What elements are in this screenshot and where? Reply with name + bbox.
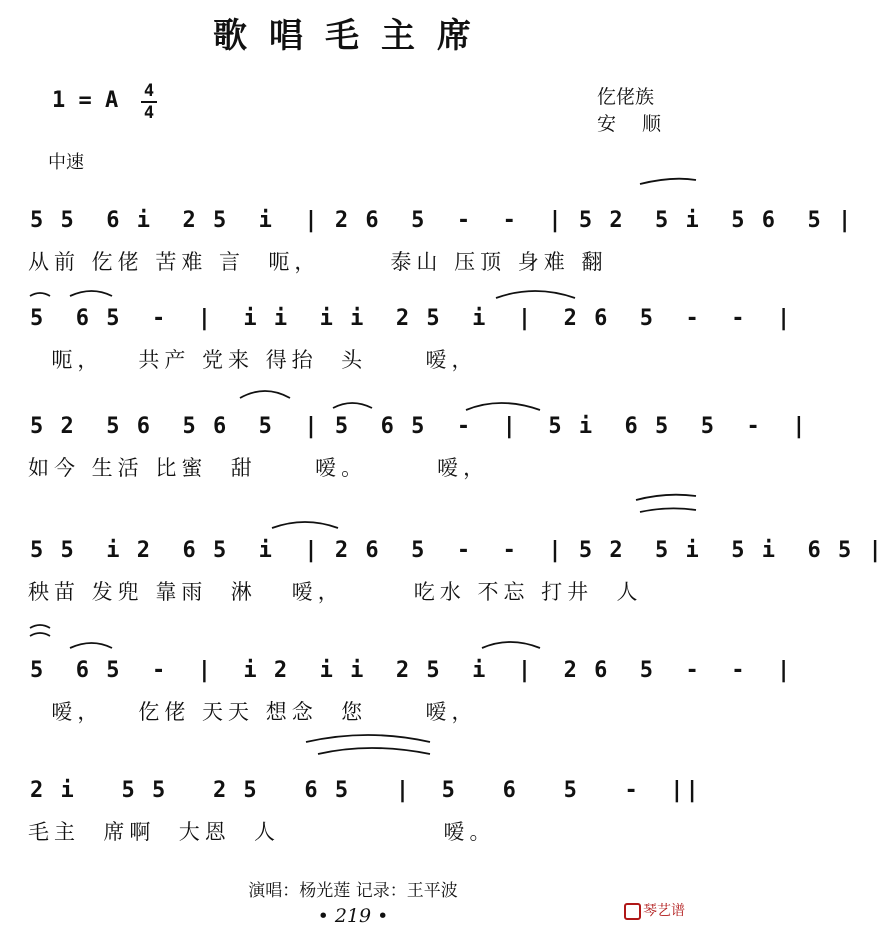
lyrics-line: 如今 生活 比蜜 甜 嗳。 嗳， [28,456,490,480]
notation-line: 5 6 5 - | i i i i 2 5 i | 2 6 5 - - | [30,306,793,331]
performer-credits: 演唱：杨光莲 记录：王平波 [248,881,458,901]
notation-line: 5 5 6 i 2 5 i | 2 6 5 - - | 5 2 5 i 5 6 5 | [30,208,854,233]
notation-line: 5 2 5 6 5 6 5 | 5 6 5 - | 5 i 6 5 5 - | [30,414,808,439]
time-signature [141,82,157,122]
notation-line: 5 5 i 2 6 5 i | 2 6 5 - - | 5 2 5 i 5 i 6 5 | [30,538,884,563]
score-row-5 [0,658,793,778]
lyrics-line: 呃， 共产 党来 得抬 头 嗳， [28,348,478,372]
lyrics-line: 秧苗 发兜 靠雨 淋 嗳， 吃水 不忘 打井 人 [28,580,643,604]
ethnicity-label: 仡佬族 [597,86,655,108]
lyrics-line: 毛主 席啊 大恩 人 嗳。 [28,820,496,844]
score-row-2 [0,306,793,426]
score-row-4 [0,538,884,658]
logo-icon [624,903,641,920]
lyrics-line: 从前 仡佬 苦难 言 呃， 泰山 压顶 身难 翻 [28,250,608,274]
song-title: 歌唱毛主席 [213,16,493,56]
region-label: 安顺 [597,113,688,135]
logo-text: 琴艺谱 [643,903,685,919]
watermark-logo [624,900,685,920]
time-signature-top: 4 [143,81,155,101]
score-row-3 [0,414,808,534]
lyrics-line: 嗳， 仡佬 天天 想念 您 嗳， [28,700,478,724]
slur-arc [640,179,696,184]
key-signature: 1 = A [52,88,119,113]
page-number: • 219 • [317,905,389,927]
time-signature-bottom: 4 [143,103,155,123]
tempo-marking: 中速 [48,152,84,173]
notation-line: 2 i 5 5 2 5 6 5 | 5 6 5 - || [30,778,701,803]
notation-line: 5 6 5 - | i 2 i i 2 5 i | 2 6 5 - - | [30,658,793,683]
